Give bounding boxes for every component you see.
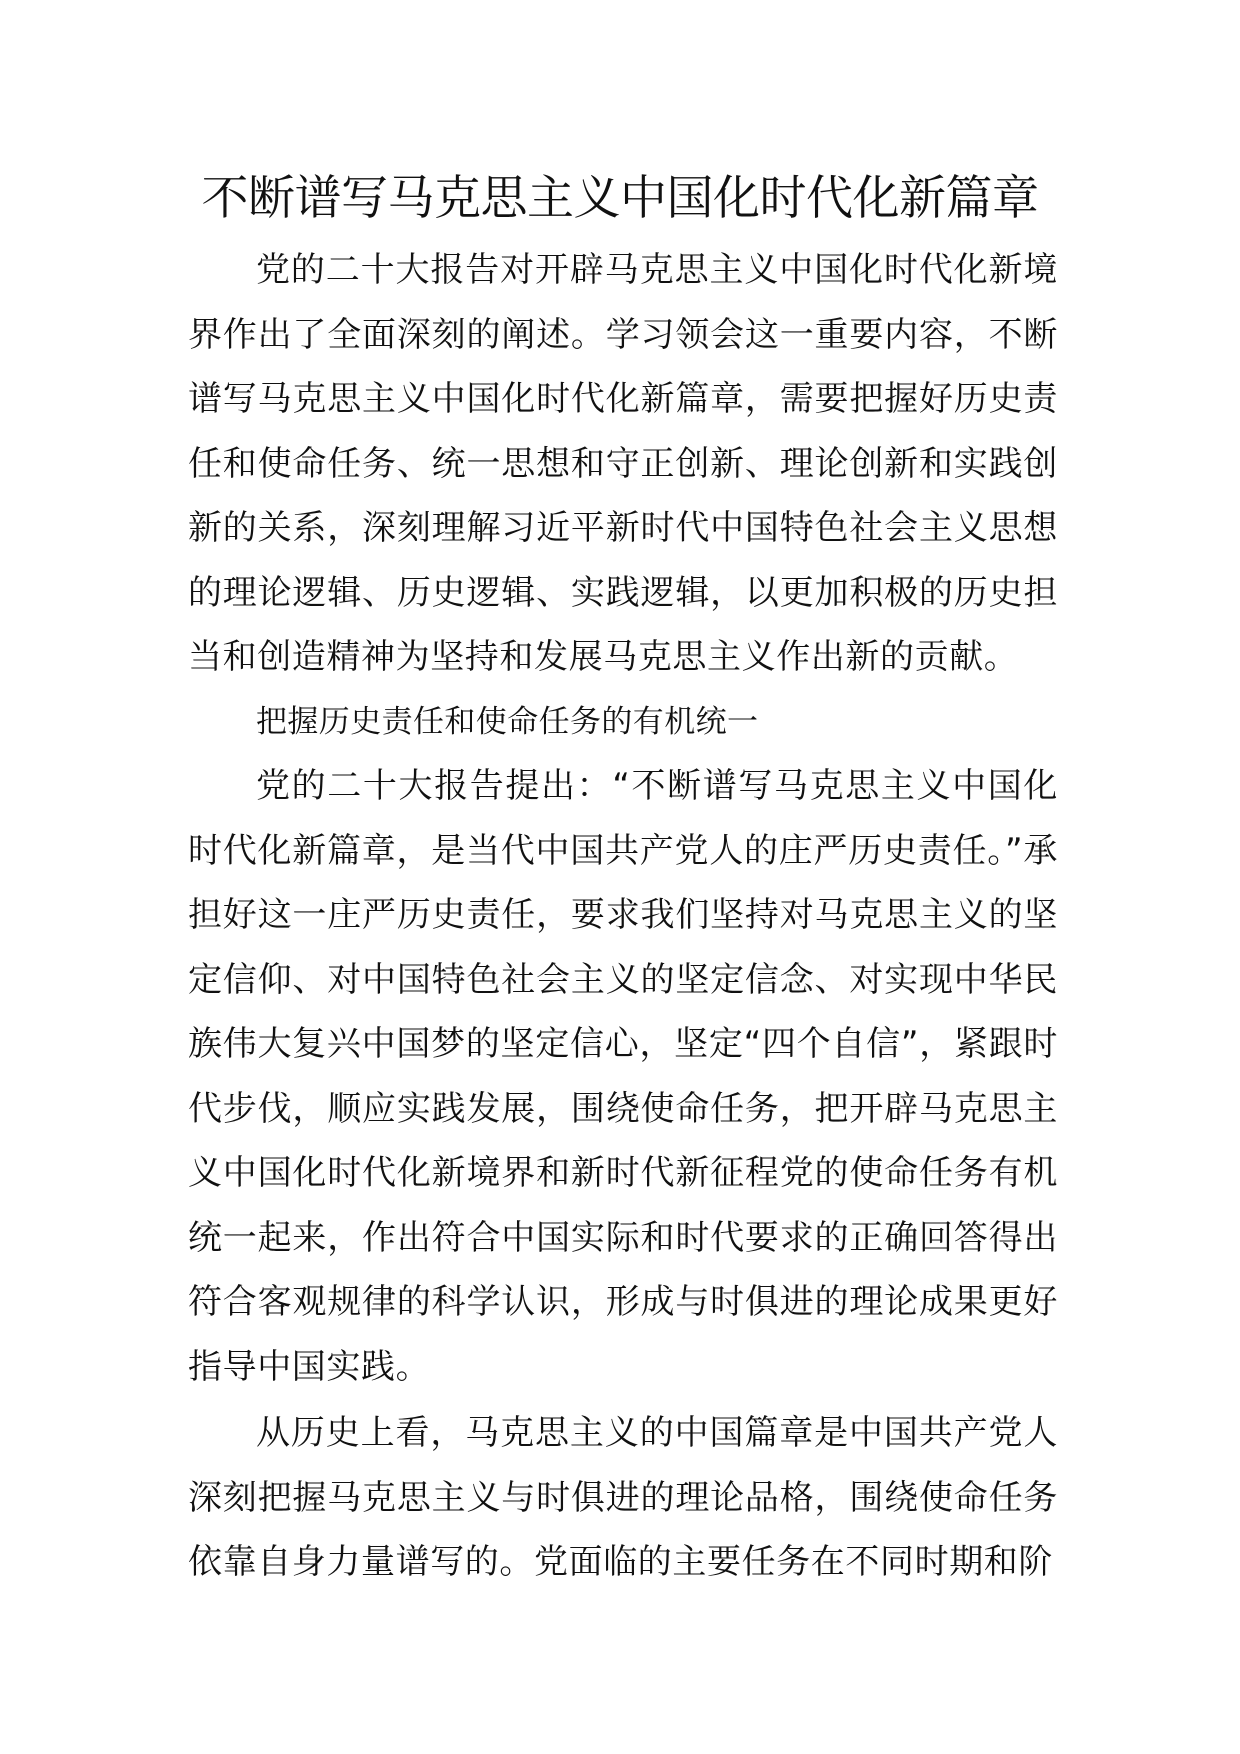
document-title: 不断谱写马克思主义中国化时代化新篇章 <box>201 171 1039 226</box>
section-heading: 把握历史责任和使命任务的有机统一 <box>256 703 759 740</box>
paragraph-responsibility: 党的二十大报告提出：“不断谱写马克思主义中国化时代化新篇章，是当代中国共产党人的庄严历史责任。”承担好这一庄严历史责任，要求我们坚持对马克思主义的坚定信仰、对中国特色社会主义的坚定信念、对实现中华民族伟大复兴中国梦的坚定信心，坚定“四个自信”，紧跟时代步伐，顺应实践发展，围绕使命任务，把开辟马克思主义中国化时代化新境界和新时代新征程党的使命任务有机统一起来，作出符合中国实际和时代要求的正确回答得出符合客观规律的科学认识，形成与时俱进的理论成果更好指导中国实践。 <box>188 766 1058 1387</box>
paragraph-history: 从历史上看，马克思主义的中国篇章是中国共产党人深刻把握马克思主义与时俱进的理论品格，围绕使命任务依靠自身力量谱写的。党面临的主要任务在不同时期和阶 <box>188 1413 1058 1582</box>
paragraph-intro: 党的二十大报告对开辟马克思主义中国化时代化新境界作出了全面深刻的阐述。学习领会这一重要内容，不断谱写马克思主义中国化时代化新篇章，需要把握好历史责任和使命任务、统一思想和守正创新、理论创新和实践创新的关系，深刻理解习近平新时代中国特色社会主义思想的理论逻辑、历史逻辑、实践逻辑，以更加积极的历史担当和创造精神为坚持和发展马克思主义作出新的贡献。 <box>188 250 1058 677</box>
document-body <box>188 238 1058 1595</box>
